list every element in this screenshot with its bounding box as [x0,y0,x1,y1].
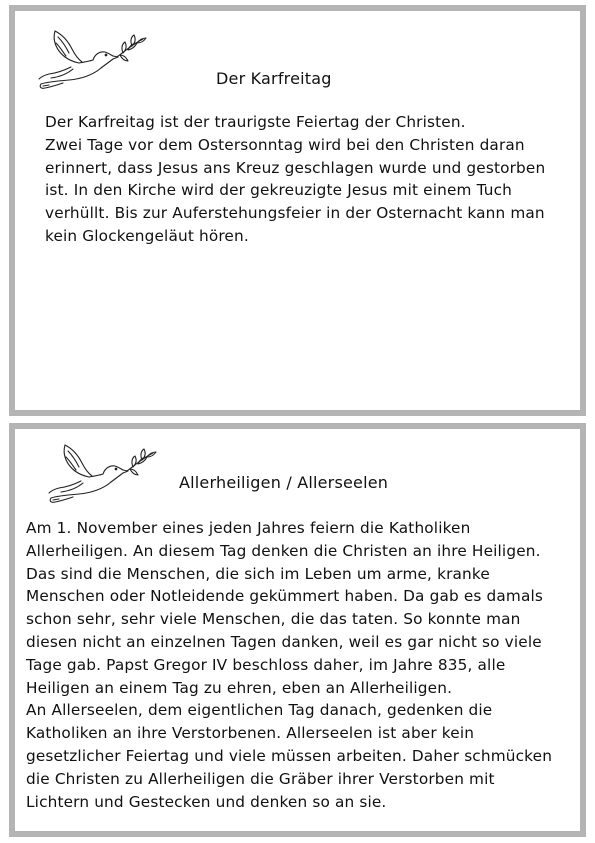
text-line: Allerheiligen. An diesem Tag denken die Christen an ihre Heiligen. [26,541,541,560]
card-text [45,111,545,248]
text-line: Am 1. November eines jeden Jahres feiern die Katholiken [26,519,471,537]
card-text [26,517,552,813]
text-line: Tage gab. Papst Gregor IV beschloss daher, im Jahre 835, alle [26,655,506,674]
dove-with-olive-branch-icon [45,441,157,505]
text-line: die Christen zu Allerheiligen die Gräber ihrer Verstorben mit [26,769,495,788]
text-line: schon sehr, sehr viele Menschen, die das taten. So konnte man [26,610,521,629]
text-line: Das sind die Menschen, die sich im Leben um arme, kranke [26,564,490,583]
card-karfreitag [9,5,586,416]
text-line: An Allerseelen, dem eigentlichen Tag danach, gedenken die [26,701,493,720]
text-line: Heiligen an einem Tag zu ehren, eben an Allerheiligen. [26,678,453,697]
text-line: verhüllt. Bis zur Auferstehungsfeier in der Osternacht kann man [45,204,545,223]
card-title: Allerheiligen / Allerseelen [179,473,389,492]
text-line: erinnert, dass Jesus ans Kreuz geschlagen wurde und gestorben [45,158,546,177]
text-line: Menschen oder Notleidende gekümmert haben. Da gab es damals [26,587,544,606]
card-title: Der Karfreitag [216,69,332,88]
text-line: kein Glockengeläut hören. [45,226,249,245]
text-line: Zwei Tage vor dem Ostersonntag wird bei den Christen daran [45,135,525,154]
card-allerheiligen [9,423,586,837]
text-line: Lichtern und Gestecken und denken so an sie. [26,792,387,811]
dove-with-olive-branch-icon [35,27,147,91]
text-line: Katholiken an ihre Verstorbenen. Allerseelen ist aber kein [26,724,475,743]
text-line: diesen nicht an einzelnen Tagen danken, weil es gar nicht so viele [26,632,542,651]
text-line: gesetzlicher Feiertag und viele müssen arbeiten. Daher schmücken [26,746,553,765]
text-line: ist. In den Kirche wird der gekreuzigte Jesus mit einem Tuch [45,181,513,200]
text-line: Der Karfreitag ist der traurigste Feiertag der Christen. [45,113,466,131]
